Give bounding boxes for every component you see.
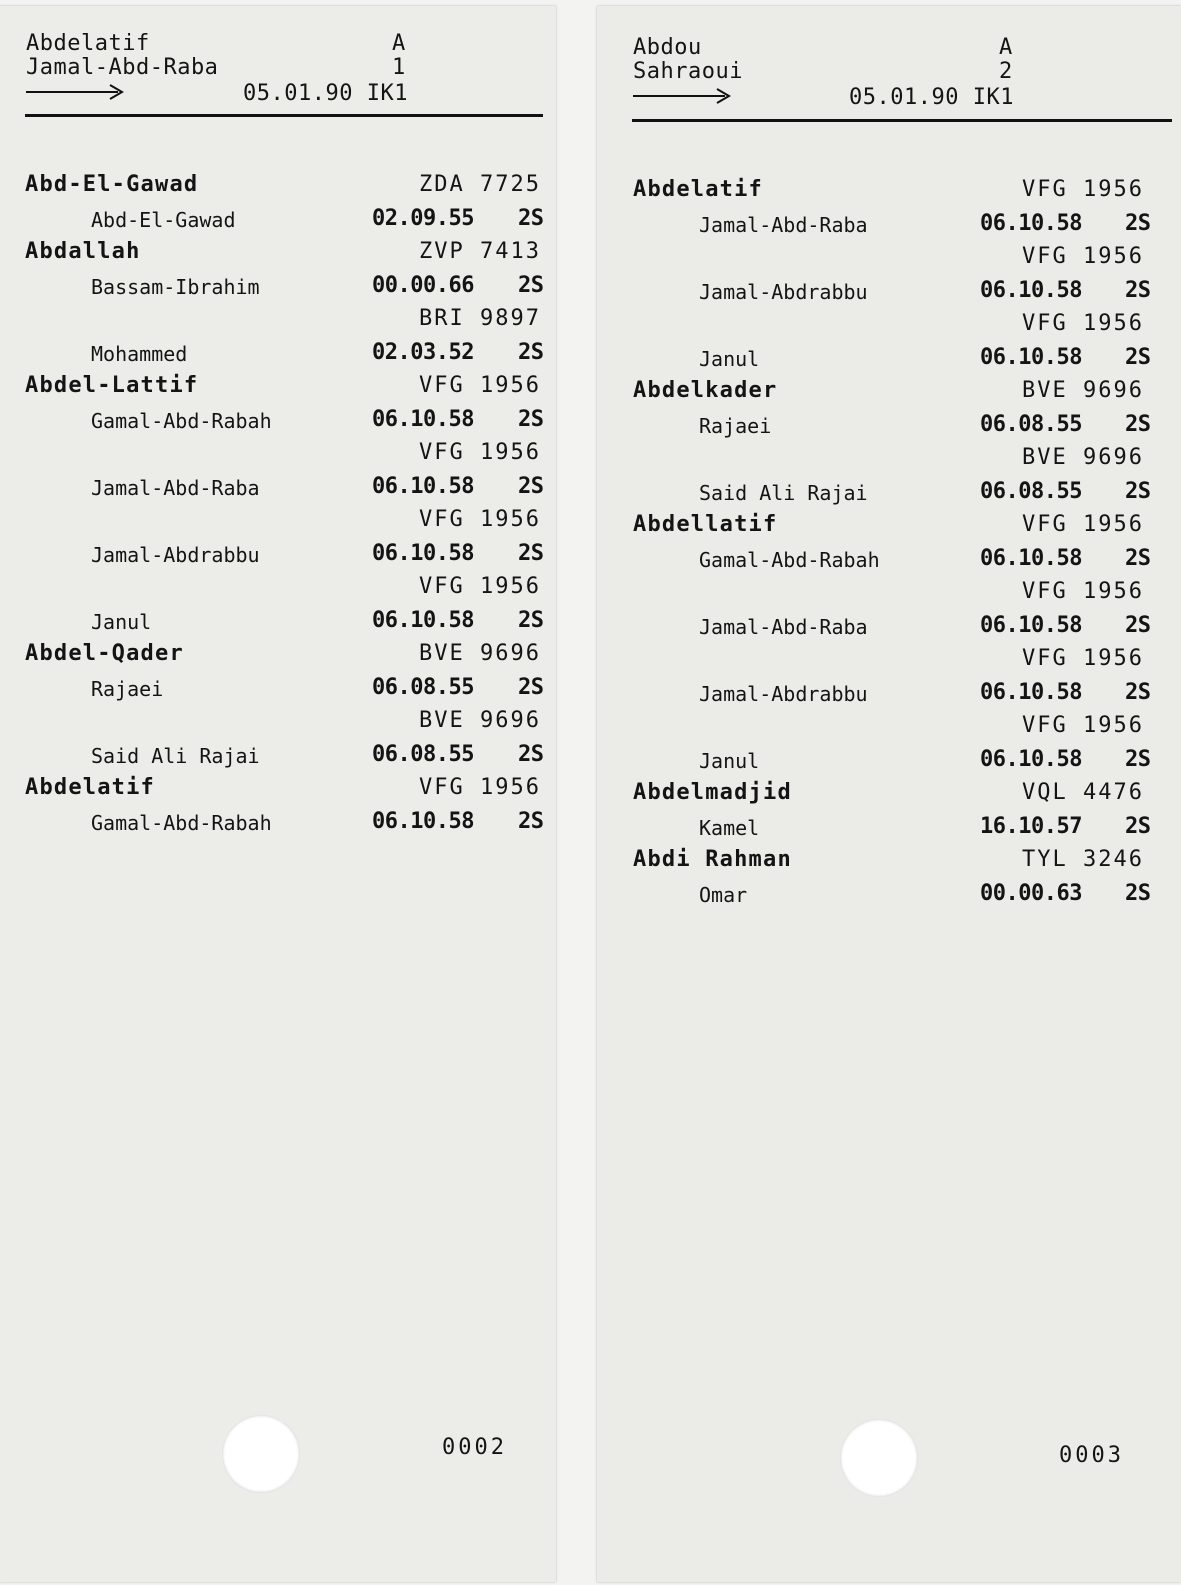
entry-date: 06.08.55 <box>372 741 474 767</box>
entry-date: 06.08.55 <box>980 478 1082 504</box>
entry-surname: Abdallah <box>25 239 141 264</box>
entry-surname: Abdelatif <box>633 177 764 202</box>
entry-tag: 2S <box>518 607 544 633</box>
entry-code: VFG 1956 <box>419 775 541 800</box>
entry-tag: 2S <box>518 339 544 365</box>
entry-given-name: Janul <box>699 748 760 773</box>
entry-given-name: Rajaei <box>91 676 164 701</box>
entry-code: BVE 9696 <box>419 708 541 733</box>
entry-code: VFG 1956 <box>419 373 541 398</box>
page-number: 0003 <box>1059 1443 1124 1468</box>
entry-tag: 2S <box>518 406 544 432</box>
entry-tag: 2S <box>1125 210 1151 236</box>
entry-code: VQL 4476 <box>1022 780 1144 805</box>
entry-date: 06.10.58 <box>372 540 474 566</box>
entry-tag: 2S <box>1125 679 1151 705</box>
arrow-right-icon <box>633 84 735 104</box>
entry-tag: 2S <box>1125 478 1151 504</box>
entry-code: VFG 1956 <box>419 440 541 465</box>
entry-date: 02.09.55 <box>372 205 474 231</box>
entry-date: 06.10.58 <box>980 612 1082 638</box>
entry-date: 06.10.58 <box>372 473 474 499</box>
entry-tag: 2S <box>518 741 544 767</box>
entry-given-name: Jamal-Abd-Raba <box>91 475 260 500</box>
header-name-line1: Abdou <box>633 35 702 60</box>
entry-date: 06.10.58 <box>372 808 474 834</box>
entry-code: ZDA 7725 <box>419 172 541 197</box>
entry-given-name: Jamal-Abdrabbu <box>699 681 868 706</box>
entry-given-name: Jamal-Abdrabbu <box>91 542 260 567</box>
entry-surname: Abd-El-Gawad <box>25 172 199 197</box>
header-date-code: 05.01.90 IK1 <box>849 85 1014 110</box>
header-number: 1 <box>392 55 406 80</box>
entry-given-name: Jamal-Abdrabbu <box>699 279 868 304</box>
punch-hole <box>840 1419 918 1497</box>
entry-tag: 2S <box>1125 545 1151 571</box>
header-letter: A <box>999 35 1013 60</box>
entry-date: 06.10.58 <box>980 679 1082 705</box>
entry-given-name: Janul <box>699 346 760 371</box>
header-number: 2 <box>999 59 1013 84</box>
entry-date: 06.08.55 <box>980 411 1082 437</box>
entry-tag: 2S <box>1125 746 1151 772</box>
entry-date: 00.00.66 <box>372 272 474 298</box>
entry-tag: 2S <box>518 473 544 499</box>
entry-surname: Abdel-Lattif <box>25 373 199 398</box>
entry-code: VFG 1956 <box>1022 512 1144 537</box>
entry-date: 06.10.58 <box>372 406 474 432</box>
entry-code: BVE 9696 <box>1022 445 1144 470</box>
entry-given-name: Omar <box>699 882 748 907</box>
entry-code: ZVP 7413 <box>419 239 541 264</box>
entry-code: VFG 1956 <box>1022 311 1144 336</box>
entry-date: 06.10.58 <box>980 277 1082 303</box>
entry-code: VFG 1956 <box>1022 713 1144 738</box>
header-name-line2: Jamal-Abd-Raba <box>26 55 219 80</box>
entry-surname: Abdelmadjid <box>633 780 792 805</box>
entry-given-name: Abd-El-Gawad <box>91 207 236 232</box>
entry-code: VFG 1956 <box>1022 244 1144 269</box>
entry-date: 06.10.58 <box>372 607 474 633</box>
entry-date: 00.00.63 <box>980 880 1082 906</box>
entry-tag: 2S <box>518 272 544 298</box>
entry-tag: 2S <box>518 205 544 231</box>
punch-hole <box>222 1415 300 1493</box>
entry-tag: 2S <box>1125 277 1151 303</box>
entry-surname: Abdi Rahman <box>633 847 792 872</box>
entry-given-name: Gamal-Abd-Rabah <box>699 547 880 572</box>
entry-date: 06.10.58 <box>980 746 1082 772</box>
entry-code: VFG 1956 <box>419 574 541 599</box>
entry-code: VFG 1956 <box>1022 646 1144 671</box>
header-letter: A <box>392 31 406 56</box>
entry-code: BVE 9696 <box>419 641 541 666</box>
entry-tag: 2S <box>1125 612 1151 638</box>
entry-given-name: Said Ali Rajai <box>91 743 260 768</box>
entry-given-name: Jamal-Abd-Raba <box>699 614 868 639</box>
entry-tag: 2S <box>518 674 544 700</box>
entry-given-name: Gamal-Abd-Rabah <box>91 810 272 835</box>
entry-given-name: Jamal-Abd-Raba <box>699 212 868 237</box>
header-rule <box>25 114 543 117</box>
entry-tag: 2S <box>1125 880 1151 906</box>
entry-code: VFG 1956 <box>419 507 541 532</box>
entry-tag: 2S <box>518 540 544 566</box>
entry-given-name: Rajaei <box>699 413 772 438</box>
entry-tag: 2S <box>518 808 544 834</box>
entry-tag: 2S <box>1125 411 1151 437</box>
entry-given-name: Gamal-Abd-Rabah <box>91 408 272 433</box>
entry-date: 06.10.58 <box>980 545 1082 571</box>
header-name-line2: Sahraoui <box>633 59 743 84</box>
entry-surname: Abdel-Qader <box>25 641 184 666</box>
index-card-left <box>0 6 556 1582</box>
entry-surname: Abdelatif <box>25 775 156 800</box>
entry-code: BVE 9696 <box>1022 378 1144 403</box>
header-name-line1: Abdelatif <box>26 31 150 56</box>
entry-date: 06.08.55 <box>372 674 474 700</box>
entry-given-name: Mohammed <box>91 341 188 366</box>
entry-surname: Abdellatif <box>633 512 778 537</box>
entry-given-name: Bassam-Ibrahim <box>91 274 260 299</box>
entry-date: 06.10.58 <box>980 210 1082 236</box>
entry-tag: 2S <box>1125 813 1151 839</box>
entry-given-name: Kamel <box>699 815 760 840</box>
entry-given-name: Said Ali Rajai <box>699 480 868 505</box>
entry-code: BRI 9897 <box>419 306 541 331</box>
entry-code: VFG 1956 <box>1022 579 1144 604</box>
entry-date: 02.03.52 <box>372 339 474 365</box>
entry-surname: Abdelkader <box>633 378 778 403</box>
entry-date: 06.10.58 <box>980 344 1082 370</box>
entry-code: TYL 3246 <box>1022 847 1144 872</box>
entry-code: VFG 1956 <box>1022 177 1144 202</box>
header-date-code: 05.01.90 IK1 <box>243 81 408 106</box>
entry-given-name: Janul <box>91 609 152 634</box>
entry-date: 16.10.57 <box>980 813 1082 839</box>
page-number: 0002 <box>442 1435 507 1460</box>
header-rule <box>632 119 1172 122</box>
arrow-right-icon <box>26 80 128 100</box>
index-card-right <box>597 6 1181 1582</box>
entry-tag: 2S <box>1125 344 1151 370</box>
